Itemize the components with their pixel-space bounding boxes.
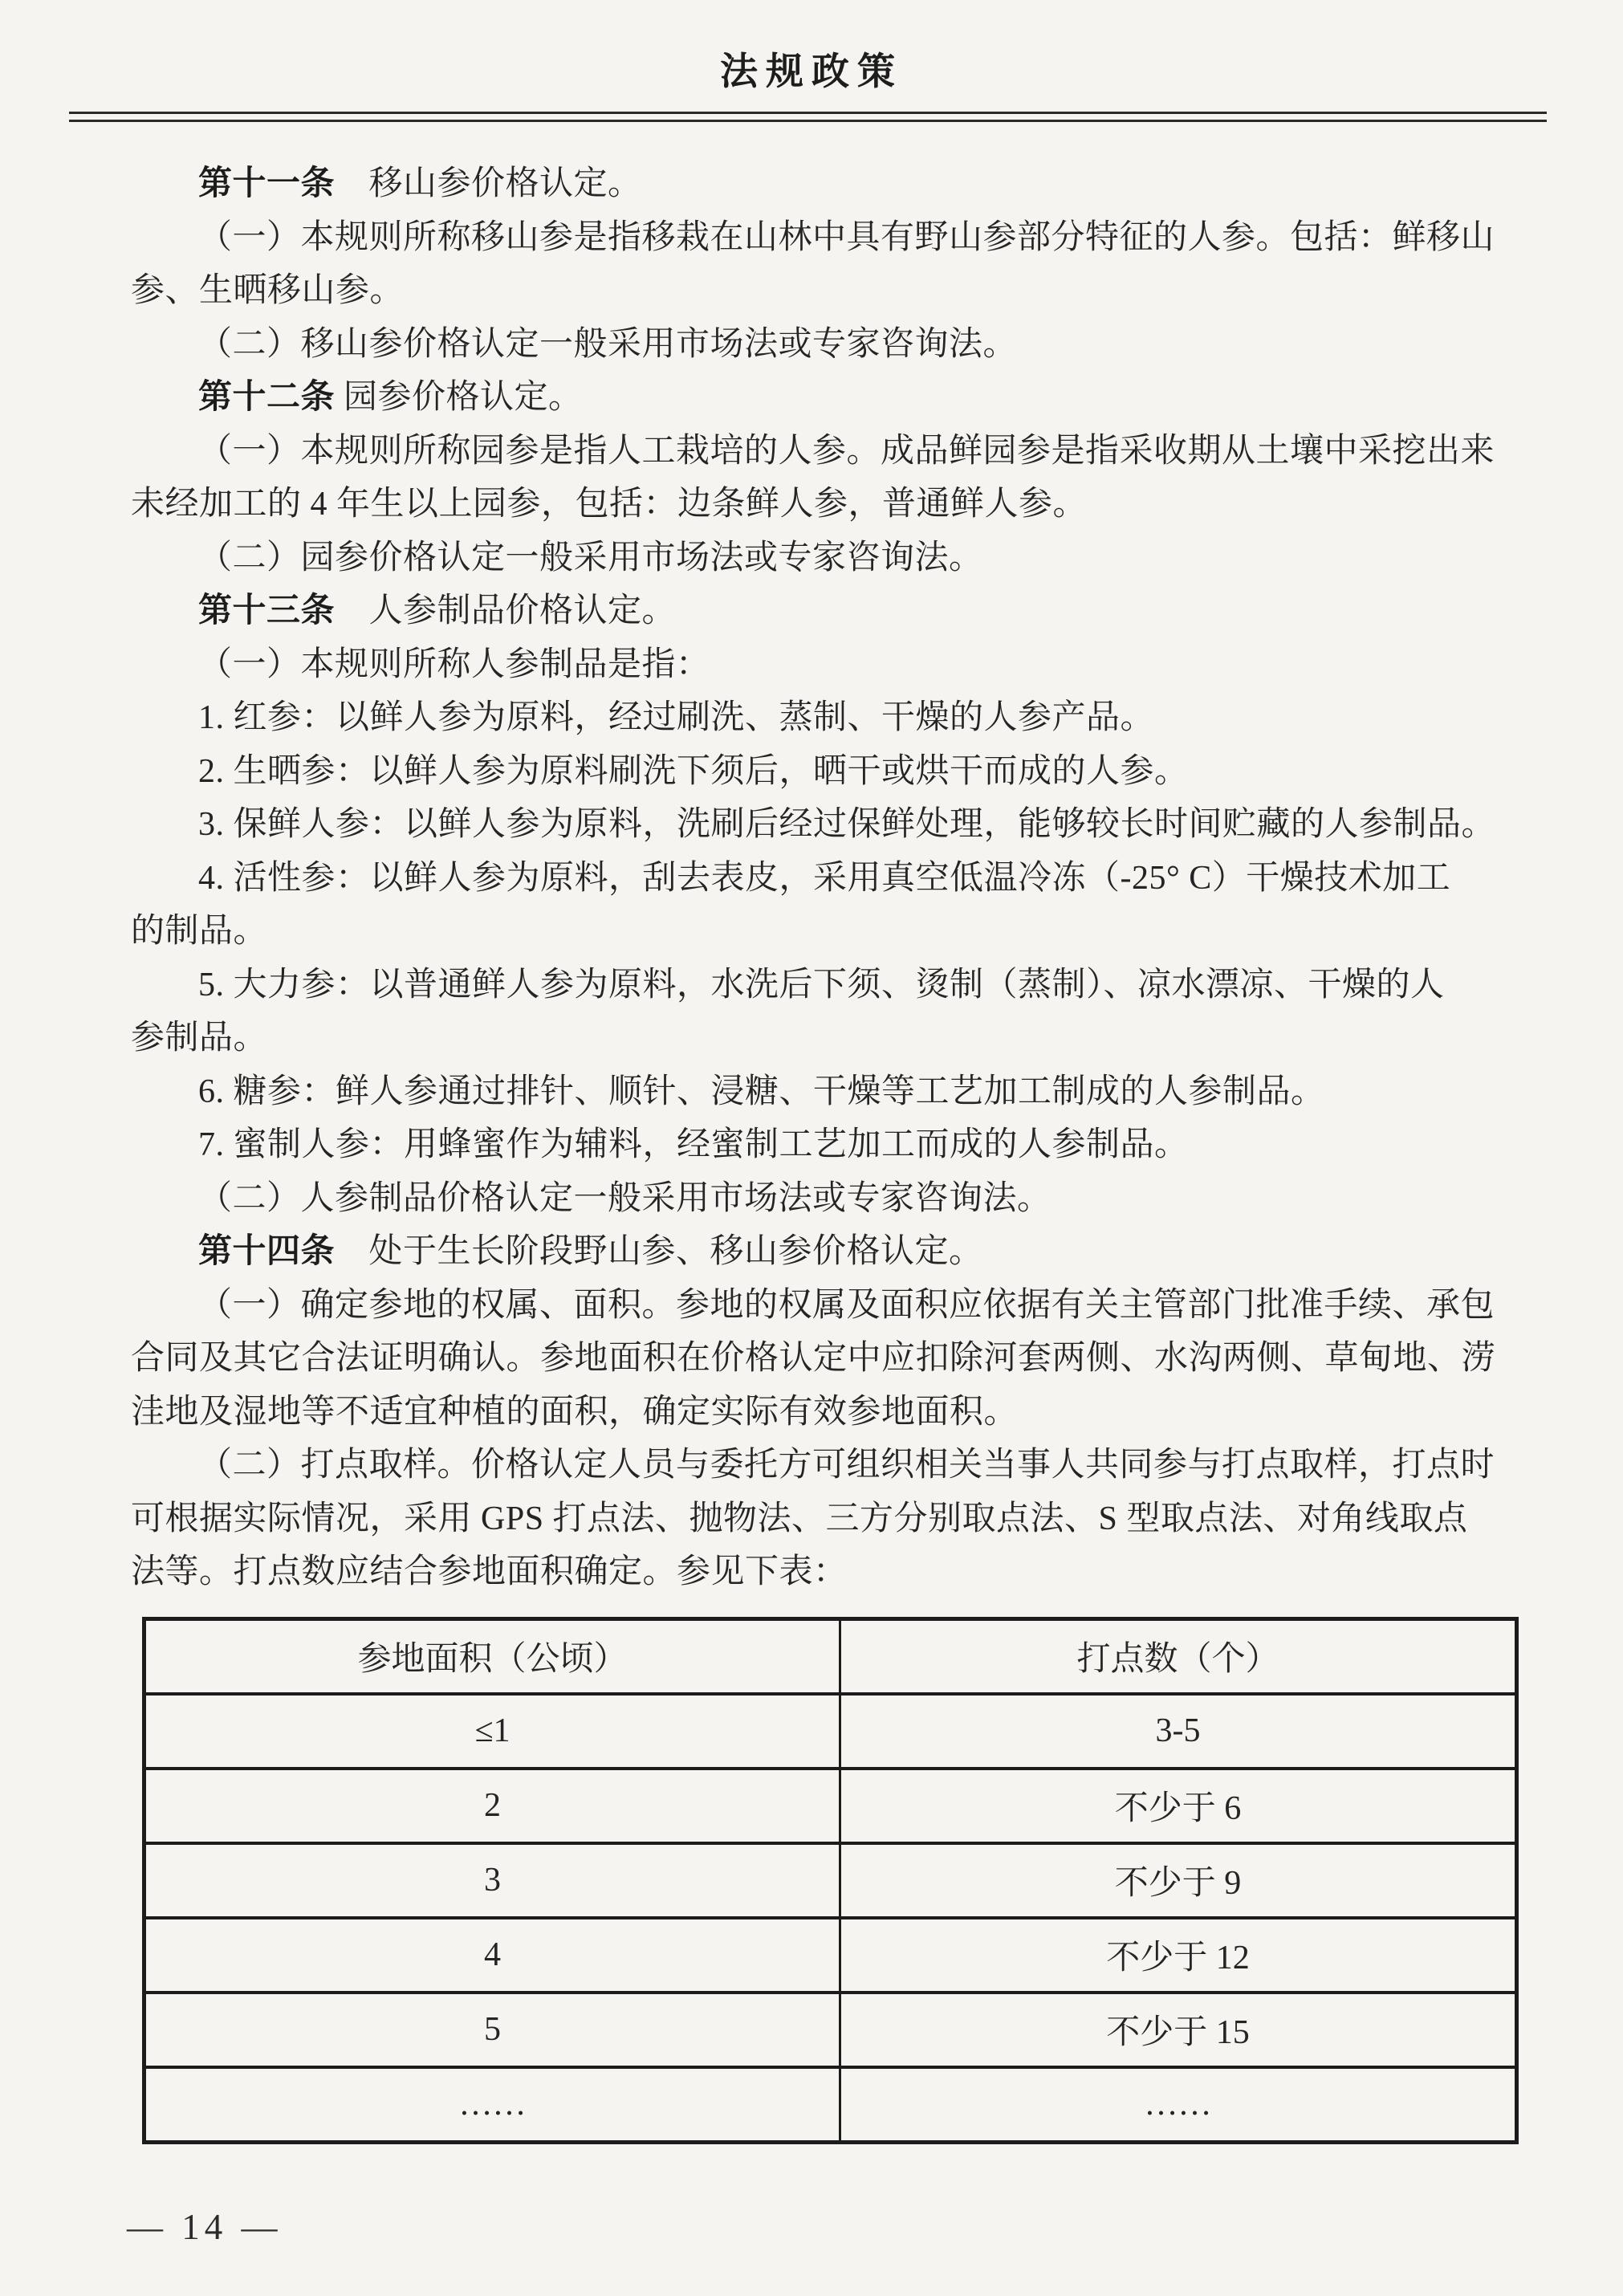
cell-count: 不少于 12: [840, 1918, 1516, 1993]
line-text: 园参价格认定。: [335, 379, 583, 416]
body-line: [131, 1118, 1500, 1172]
line-text: 移山参价格认定。: [335, 165, 642, 202]
table-row: [144, 1694, 1517, 1769]
article-number: 第十一条: [198, 165, 336, 202]
cell-area: 5: [144, 1993, 840, 2067]
line-text: （一）本规则所称移山参是指移栽在山林中具有野山参部分特征的人参。包括：鲜移山: [198, 218, 1495, 256]
body-line: [131, 852, 1500, 906]
page-header-title: 法规政策: [720, 51, 903, 93]
body-line: [131, 959, 1500, 1012]
line-text: （二）人参制品价格认定一般采用市场法或专家咨询法。: [198, 1179, 1051, 1217]
article-number: 第十三条: [198, 592, 336, 629]
line-text: 法等。打点数应结合参地面积确定。参见下表：: [131, 1553, 848, 1590]
body-line: [131, 745, 1500, 799]
article-number: 第十四条: [198, 1233, 336, 1270]
body-line: [131, 1012, 1500, 1065]
body-line: [131, 1172, 1500, 1226]
line-text: 6. 糖参：鲜人参通过排针、顺针、浸糖、干燥等工艺加工制成的人参制品。: [198, 1073, 1325, 1110]
cell-count: 不少于 9: [840, 1843, 1516, 1918]
body-line: [131, 638, 1500, 692]
line-text: （二）移山参价格认定一般采用市场法或专家咨询法。: [198, 325, 1018, 363]
column-header-area: 参地面积（公顷）: [144, 1618, 840, 1694]
body-line: [131, 584, 1500, 638]
line-text: （一）确定参地的权属、面积。参地的权属及面积应依据有关主管部门批准手续、承包: [198, 1286, 1495, 1324]
line-text: 3. 保鲜人参：以鲜人参为原料，洗刷后经过保鲜处理，能够较长时间贮藏的人参制品。: [198, 806, 1496, 843]
cell-count: 不少于 15: [840, 1993, 1516, 2067]
body-line: [131, 531, 1500, 585]
table-row: [144, 2067, 1517, 2143]
cell-count: 3-5: [840, 1694, 1516, 1769]
body-line: [131, 1545, 1500, 1599]
sampling-points-table: [142, 1617, 1519, 2144]
body-line: [131, 1386, 1500, 1439]
cell-area: ……: [144, 2067, 840, 2143]
line-text: 参、生晒移山参。: [131, 272, 405, 309]
table-row: [144, 1918, 1517, 1993]
table-row: [144, 1993, 1517, 2067]
line-text: 的制品。: [131, 913, 268, 950]
line-text: 未经加工的 4 年生以上园参，包括：边条鲜人参，普通鲜人参。: [131, 486, 1088, 523]
body-line: [131, 798, 1500, 852]
cell-area: 2: [144, 1769, 840, 1843]
line-text: 人参制品价格认定。: [335, 592, 677, 629]
body-line: [131, 318, 1500, 372]
body-line: [131, 478, 1500, 531]
body-line: [131, 691, 1500, 745]
line-text: 5. 大力参：以普通鲜人参为原料，水洗后下须、烫制（蒸制）、凉水漂凉、干燥的人: [198, 966, 1445, 1003]
line-text: 参制品。: [131, 1020, 268, 1056]
body-line: [131, 1439, 1500, 1492]
table-row: [144, 1769, 1517, 1843]
line-text: （一）本规则所称园参是指人工栽培的人参。成品鲜园参是指采收期从土壤中采挖出来: [198, 432, 1495, 470]
body-line: [131, 211, 1500, 265]
page-number: — 14 —: [127, 2207, 283, 2247]
article-number: 第十二条: [198, 379, 336, 416]
line-text: （一）本规则所称人参制品是指：: [198, 645, 710, 683]
body-line: [131, 1225, 1500, 1279]
body-line: [131, 371, 1500, 425]
body-line: [131, 1065, 1500, 1119]
line-text: 7. 蜜制人参：用蜂蜜作为辅料，经蜜制工艺加工而成的人参制品。: [198, 1126, 1189, 1163]
body-line: [131, 1279, 1500, 1333]
column-header-count: 打点数（个）: [840, 1618, 1516, 1694]
body-line: [131, 157, 1500, 211]
line-text: 处于生长阶段野山参、移山参价格认定。: [335, 1233, 983, 1270]
header-rule: [69, 112, 1547, 122]
body-line: [131, 264, 1500, 318]
cell-count: 不少于 6: [840, 1769, 1516, 1843]
document-body: [131, 157, 1500, 1599]
line-text: 洼地及湿地等不适宜种植的面积，确定实际有效参地面积。: [131, 1393, 1019, 1431]
table-row: [144, 1843, 1517, 1918]
line-text: 2. 生晒参：以鲜人参为原料刷洗下须后，晒干或烘干而成的人参。: [198, 752, 1189, 790]
body-line: [131, 425, 1500, 478]
cell-area: 4: [144, 1918, 840, 1993]
line-text: 合同及其它合法证明确认。参地面积在价格认定中应扣除河套两侧、水沟两侧、草甸地、涝: [131, 1340, 1496, 1377]
line-text: 可根据实际情况，采用 GPS 打点法、抛物法、三方分别取点法、S 型取点法、对角线取点: [131, 1500, 1468, 1537]
body-line: [131, 905, 1500, 959]
cell-area: ≤1: [144, 1694, 840, 1769]
line-text: （二）园参价格认定一般采用市场法或专家咨询法。: [198, 539, 983, 576]
cell-count: ……: [840, 2067, 1516, 2143]
body-line: [131, 1492, 1500, 1546]
line-text: 1. 红参：以鲜人参为原料，经过刷洗、蒸制、干燥的人参产品。: [198, 699, 1155, 736]
line-text: （二）打点取样。价格认定人员与委托方可组织相关当事人共同参与打点取样，打点时: [198, 1447, 1495, 1484]
line-text: 4. 活性参：以鲜人参为原料，刮去表皮，采用真空低温冷冻（-25° C）干燥技术加工: [198, 859, 1451, 897]
cell-area: 3: [144, 1843, 840, 1918]
table-header-row: [144, 1618, 1517, 1694]
body-line: [131, 1332, 1500, 1386]
